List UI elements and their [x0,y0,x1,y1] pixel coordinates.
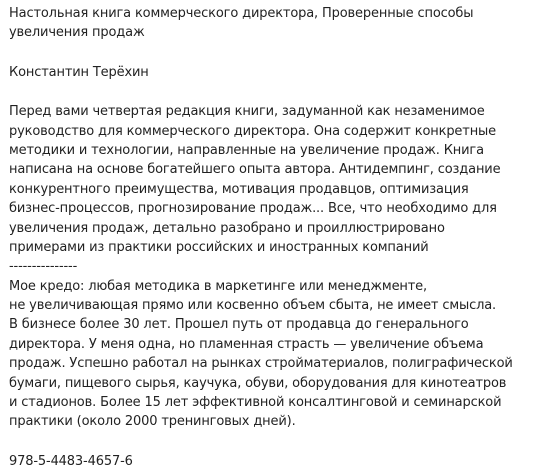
description-line: Перед вами четвертая редакция книги, задуманной как незаменимое [9,104,485,120]
book-page [9,0,545,471]
author-name: Константин Терёхин [9,64,149,80]
description-line: продаж. Успешно работал на рынках стройматериалов, полиграфической [9,356,513,372]
description-line: В бизнесе более 30 лет. Прошел путь от продавца до генерального [9,317,469,333]
book-author [9,63,545,82]
description-line: конкурентного преимущества, мотивация продавцов, оптимизация [9,181,469,197]
separator-line: --------------- [9,259,78,275]
description-line: бумаги, пищевого сырья, каучука, обуви, оборудования для кинотеатров [9,375,507,391]
description-line: практики (около 2000 тренинговых дней). [9,414,296,430]
description-line: методики и технологии, направленные на увеличение продаж. Книга [9,142,484,158]
title-line: Настольная книга коммерческого директора, Проверенные способы [9,6,474,21]
description-line: увеличения продаж, детально разобрано и проиллюстрировано [9,220,445,236]
title-line: увеличения продаж [9,25,145,41]
description-line: руководство для коммерческого директора. Она содержит конкретные [9,123,497,139]
description-line: бизнес-процессов, прогнозирование продаж... Все, что необходимо для [9,201,497,217]
description-line: примерами из практики российских и иностранных компаний [9,239,429,255]
description-line: Мое кредо: любая методика в маркетинге или менеджменте, [9,278,428,294]
book-description [9,102,545,432]
book-isbn [9,452,545,471]
description-line: и стадионов. Более 15 лет эффективной консалтинговой и семинарской [9,395,502,411]
description-line: не увеличивающая прямо или косвенно объем сбыта, не имеет смысла. [9,298,497,314]
isbn-number: 978-5-4483-4657-6 [9,453,133,469]
book-title [9,4,545,43]
description-line: директора. У меня одна, но пламенная страсть — увеличение объема [9,336,484,352]
description-line: написана на основе богатейшего опыта автора. Антидемпинг, создание [9,162,501,178]
